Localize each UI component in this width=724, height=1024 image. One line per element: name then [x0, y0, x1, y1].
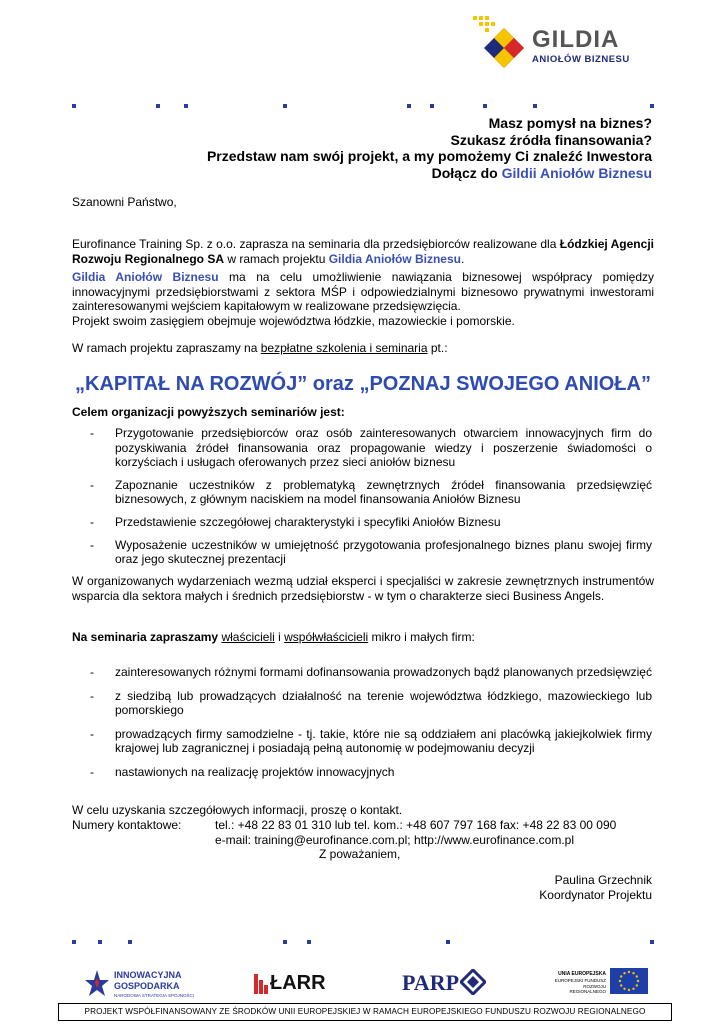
parp-text: PARP [402, 970, 460, 995]
signature-name: Paulina Grzechnik [554, 873, 652, 887]
goal-item-text: Przedstawienie szczegółowej charakterystyki i specyfiki Aniołów Biznesu [115, 514, 501, 529]
contact-intro: W celu uzyskania szczegółowych informacji, proszę o kontakt. [72, 803, 403, 817]
audience-item: - z siedzibą lub prowadzących działalność na terenie województwa łódzkiego, mazowieckiego lub pomorskiego [90, 688, 652, 718]
contact-label: Numery kontaktowe: [72, 818, 182, 832]
dot [650, 940, 654, 944]
contact-regards: Z poważaniem, [319, 847, 401, 861]
goal-item: - Przedstawienie szczegółowej charakterystyki i specyfiki Aniołów Biznesu [90, 514, 501, 529]
audience-item-text: zainteresowanych różnymi formami dofinansowania prowadzonych bądź planowanych przedsięwzięć [115, 665, 652, 679]
larr-mark-icon [254, 974, 268, 994]
contact-phones: tel.: +48 22 83 01 310 lub tel. kom.: +48 607 797 168 fax: +48 22 83 00 090 [215, 818, 617, 832]
parp-logo [402, 966, 488, 998]
dot [184, 104, 188, 108]
eu-line-3: ROZWOJU REGIONALNEGO [569, 984, 606, 994]
intro-paragraph-1 [72, 237, 654, 266]
goal-item: - Przygotowanie przedsiębiorców oraz osób zainteresowanych otwarciem innowacyjnych firm do pozyskiwania źródeł finansowania oraz propagowanie wiedzy i poszerzenie świadomości o korzyściach i usługach oferowanych przez sieci aniołów biznesu [90, 426, 652, 470]
gildia-logo-mark [470, 14, 532, 72]
seminar-title: „KAPITAŁ NA ROZWÓJ” oraz „POZNAJ SWOJEGO ANIOŁA” [75, 373, 651, 395]
intro-paragraph-2b: Projekt swoim zasięgiem obejmuje województwa łódzkie, mazowieckie i pomorskie. [72, 314, 515, 328]
dot [446, 940, 450, 944]
experts-paragraph: W organizowanych wydarzeniach wezmą udział eksperci i specjaliści w zakresie zewnętrznych instrumentów wsparcia dla sektora małych i średnich przedsiębiorstw - w tym o charakterze sieci Business Angels. [72, 574, 654, 603]
ig-line-3: NARODOWA STRATEGIA SPÓJNOŚCI [114, 993, 195, 998]
intro-p1-c: . [460, 251, 465, 266]
intro-p1-bold: Łódzkiej Agencji Rozwoju Regionalnego SA [72, 237, 654, 266]
audience-list [72, 665, 652, 780]
slogan-line-1: Masz pomysł na biznes? [488, 115, 652, 131]
dot [650, 104, 654, 108]
eu-logo [548, 968, 650, 996]
larr-text: ŁARR [270, 972, 326, 994]
ig-star-icon [84, 968, 110, 1000]
footer-cofinancing-note: PROJEKT WSPÓŁFINANSOWANY ZE ŚRODKÓW UNII EUROPEJSKIEJ W RAMACH EUROPEJSKIEGO FUNDUSZU ROZWOJU REGIONALNEGO [58, 1003, 672, 1021]
audience-coowners: współwłaścicieli [284, 630, 369, 644]
intro-paragraph-3 [72, 341, 448, 355]
audience-item: - prowadzących firmy samodzielne - tj. takie, które nie są oddziałem ani placówką jakiejkolwiek firmy krajowej lub zagranicznej i posiadają pełną autonomię w podejmowaniu decyzji [90, 726, 652, 756]
ig-line-2: GOSPODARKA [114, 981, 180, 991]
audience-owners: właścicieli [221, 630, 275, 644]
audience-item-text: nastawionych na realizację projektów innowacyjnych [115, 764, 395, 779]
dot [128, 940, 132, 944]
dot [72, 940, 76, 944]
intro-p1-highlight: Gildia Aniołów Biznesu [328, 251, 461, 266]
audience-item: - nastawionych na realizację projektów innowacyjnych [90, 764, 395, 779]
dot [283, 940, 287, 944]
slogan-line-4 [207, 165, 652, 182]
innowacyjna-gospodarka-logo [84, 966, 204, 1002]
signature-role: Koordynator Projektu [539, 888, 652, 902]
top-dot-line [72, 104, 654, 110]
goal-item-text: Przygotowanie przedsiębiorców oraz osób zainteresowanych otwarciem innowacyjnych firm do pozyskiwania źródeł finansowania oraz propagowanie wiedzy i poszerzenie świadomości o korzyściach i usługach oferowanych przez sieci aniołów biznesu [115, 426, 652, 470]
intro-p3-a: W ramach projektu zapraszamy na [72, 341, 261, 355]
slogan [207, 115, 652, 181]
gildia-subtitle: ANIOŁÓW BIZNESU [532, 54, 630, 65]
goals-list [72, 426, 652, 567]
ig-line-1: INNOWACYJNA [114, 970, 182, 980]
dot [430, 104, 434, 108]
slogan-line-2: Szukasz źródła finansowania? [450, 131, 652, 148]
goal-item: - Wyposażenie uczestników w umiejętność przygotowania profesjonalnego biznes planu swojej firmy oraz jego skutecznej prezentacji [90, 537, 652, 567]
dot [533, 104, 537, 108]
eu-flag-icon [610, 968, 648, 994]
goal-item-text: Zapoznanie uczestników z problematyką zewnętrznych źródeł finansowania przedsięwzięć biznesowych, z głównym naciskiem na model finansowania Aniołów Biznesu [115, 477, 652, 507]
intro-p3-underline: bezpłatne szkolenia i seminaria [260, 341, 428, 355]
larr-logo [254, 970, 326, 996]
audience-item-text: z siedzibą lub prowadzących działalność na terenie województwa łódzkiego, mazowieckiego lub pomorskiego [115, 688, 652, 718]
intro-p2-highlight: Gildia Aniołów Biznesu [72, 270, 219, 284]
intro-paragraph-2 [72, 270, 654, 314]
bottom-dot-line [72, 940, 654, 946]
goal-item-text: Wyposażenie uczestników w umiejętność przygotowania profesjonalnego biznes planu swojej firmy oraz jego skutecznej prezentacji [115, 537, 652, 567]
intro-p1-a: Eurofinance Training Sp. z o.o. zaprasza na seminaria dla przedsiębiorców realizowane dla [72, 237, 560, 251]
slogan-line-4-prefix: Dołącz do [431, 164, 502, 181]
dot [72, 104, 76, 108]
goal-item: - Zapoznanie uczestników z problematyką zewnętrznych źródeł finansowania przedsięwzięć biznesowych, z głównym naciskiem na model finansowania Aniołów Biznesu [90, 477, 652, 507]
dot [307, 940, 311, 944]
gildia-logo [470, 14, 660, 74]
contact-email: e-mail: training@eurofinance.com.pl; http://www.eurofinance.com.pl [215, 833, 575, 847]
intro-p3-b: pt.: [427, 341, 448, 355]
dot [407, 104, 411, 108]
gildia-brand: GILDIA [532, 26, 620, 53]
dot [483, 104, 487, 108]
greeting: Szanowni Państwo, [72, 195, 177, 209]
slogan-line-3: Przedstaw nam swój projekt, a my pomożemy Ci znaleźć Inwestora [206, 148, 652, 164]
audience-heading: Na seminaria zapraszamy właścicieli i współwłaścicieli mikro i małych firm: [72, 630, 475, 644]
audience-bold: Na seminaria zapraszamy [72, 630, 219, 644]
goals-heading: Celem organizacji powyższych seminariów jest: [72, 405, 345, 419]
intro-p2-a: ma na celu umożliwienie nawiązania biznesowej współpracy pomiędzy innowacyjnymi przedsiębiorstwami z sektora MŚP i odpowiedzialnymi biznesowo prywatnymi inwestorami zainteresowanymi wejściem kapitałowym w realizowane przedsięwzięcia. [72, 270, 654, 314]
parp-mark-icon [460, 969, 486, 995]
audience-item: - zainteresowanych różnymi formami dofinansowania prowadzonych bądź planowanych przedsięwzięć [90, 665, 652, 679]
audience-item-text: prowadzących firmy samodzielne - tj. takie, które nie są oddziałem ani placówką jakiejkolwiek firmy krajowej lub zagranicznej i posiadają pełną autonomię w podejmowaniu decyzji [115, 726, 652, 756]
eu-line-2: EUROPEJSKI FUNDUSZ [554, 978, 606, 983]
dot [283, 104, 287, 108]
dot [156, 104, 160, 108]
dot [98, 940, 102, 944]
slogan-line-4-highlight: Gildii Aniołów Biznesu [501, 164, 652, 181]
intro-p1-b: w ramach projektu [224, 251, 329, 266]
eu-line-1: UNIA EUROPEJSKA [558, 971, 606, 977]
